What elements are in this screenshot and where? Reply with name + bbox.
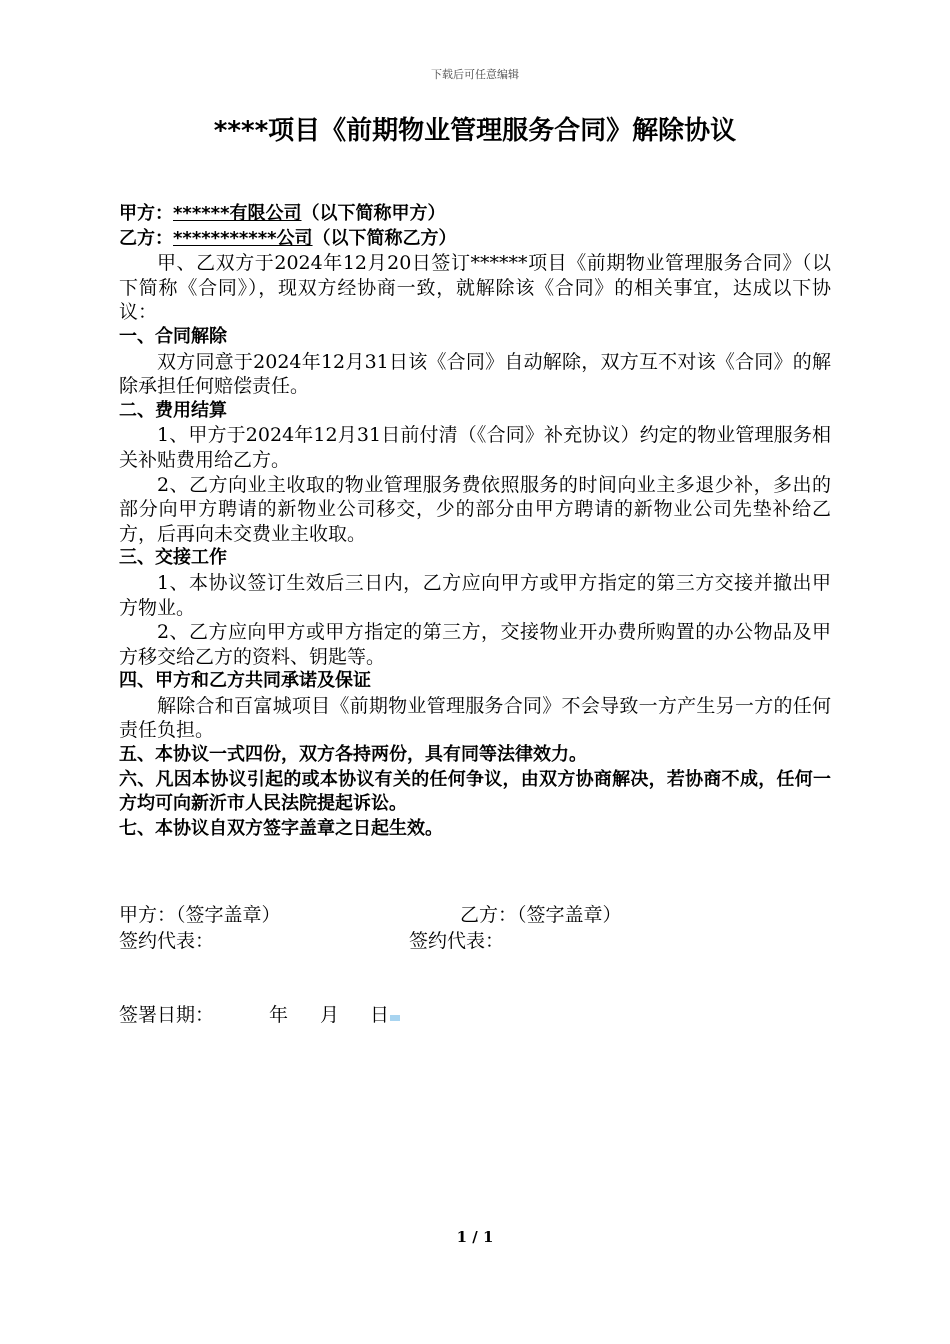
party-a-note: （以下简称甲方）: [301, 203, 446, 224]
clause-7: 七、本协议自双方签字盖章之日起生效。: [119, 817, 443, 839]
signing-date-label: 签署日期：: [119, 1004, 215, 1026]
text-cursor-highlight: [390, 1015, 400, 1021]
document-body: [119, 202, 831, 841]
signing-date-day: 日: [370, 1004, 390, 1026]
section-1-heading: 一、合同解除: [119, 325, 227, 347]
section-3-para-2: 2、乙方应向甲方或甲方指定的第三方，交接物业开办费所购置的办公物品及甲方移交给乙方的资料、钥匙等。: [119, 621, 831, 668]
signing-date-month: 月: [320, 1004, 340, 1026]
party-a-line: [119, 202, 831, 227]
section-2-para-1: 1、甲方于2024年12月31日前付清（《合同》补充协议）约定的物业管理服务相关补贴费用给乙方。: [119, 424, 831, 471]
signing-date-day-group: [370, 1000, 400, 1027]
section-2-heading: 二、费用结算: [119, 399, 227, 421]
party-b-label: 乙方：: [119, 227, 173, 249]
party-b-name: ***********公司: [173, 227, 313, 249]
document-title: ****项目《前期物业管理服务合同》解除协议: [213, 116, 737, 146]
clause-5: 五、本协议一式四份，双方各持两份，具有同等法律效力。: [119, 744, 587, 766]
section-2-para-2: 2、乙方向业主收取的物业管理服务费依照服务的时间向业主多退少补，多出的部分向甲方聘请的新物业公司移交，少的部分由甲方聘请的新物业公司先垫补给乙方，后再向未交费业主收取。: [119, 473, 831, 545]
section-1-para-1: 双方同意于2024年12月31日该《合同》自动解除，双方互不对该《合同》的解除承担任何赔偿责任。: [119, 350, 831, 398]
signing-date-year: 年: [269, 1004, 289, 1026]
page-number: 1 / 1: [456, 1228, 494, 1246]
signature-party-b: 乙方：（签字盖章）: [460, 904, 622, 926]
party-b-line: [119, 227, 831, 252]
section-4-para-1: 解除合和百富城项目《前期物业管理服务合同》不会导致一方产生另一方的任何责任负担。: [119, 694, 831, 742]
clause-6: 六、凡因本协议引起的或本协议有关的任何争议，由双方协商解决，若协商不成，任何一方均可向新沂市人民法院提起诉讼。: [119, 768, 831, 815]
signature-party-a: 甲方：（签字盖章）: [119, 904, 281, 926]
intro-paragraph: 甲、乙双方于2024年12月20日签订******项目《前期物业管理服务合同》（以下简称《合同》），现双方经协商一致，就解除该《合同》的相关事宜，达成以下协议：: [119, 252, 831, 324]
section-4-heading: 四、甲方和乙方共同承诺及保证: [119, 670, 371, 692]
section-3-para-1: 1、本协议签订生效后三日内，乙方应向甲方或甲方指定的第三方交接并撤出甲方物业。: [119, 571, 831, 619]
party-a-name: ******有限公司: [173, 203, 302, 224]
header-note: 下载后可任意编辑: [431, 68, 519, 81]
representative-a: 签约代表：: [119, 930, 215, 952]
party-b-note: （以下简称乙方）: [312, 227, 457, 249]
section-3-heading: 三、交接工作: [119, 547, 227, 569]
representative-b: 签约代表：: [409, 930, 505, 952]
party-a-label: 甲方：: [119, 203, 173, 224]
